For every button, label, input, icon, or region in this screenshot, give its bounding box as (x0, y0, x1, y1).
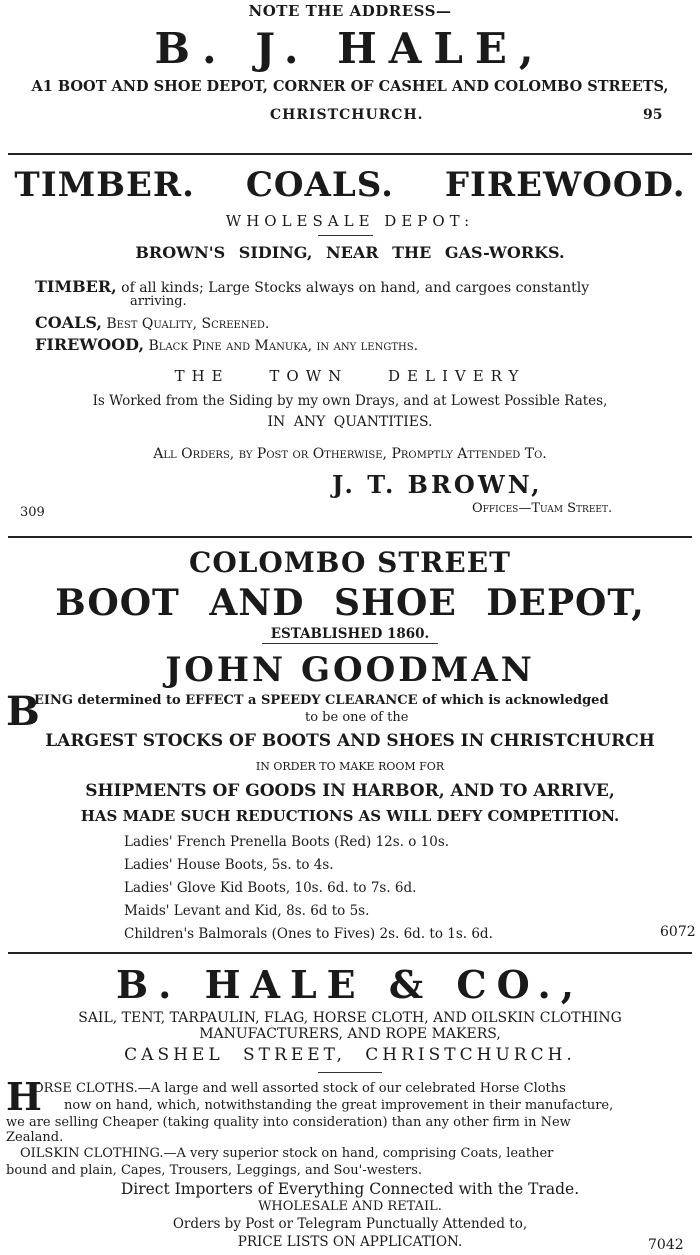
divider (318, 235, 373, 236)
brown-offices: Offices—Tuam Street. (472, 501, 613, 516)
being-determined: EING determined to EFFECT a SPEEDY CLEARANCE of which is acknowledged (34, 693, 609, 708)
established: ESTABLISHED 1860. (270, 626, 430, 642)
divider (318, 1072, 382, 1073)
trades-line-1: SAIL, TENT, TARPAULIN, FLAG, HORSE CLOTH, AND OILSKIN CLOTHING (78, 1010, 622, 1026)
wholesale-depot: WHOLESALE DEPOT: (225, 212, 475, 230)
hale-name: B. J. HALE, (154, 24, 546, 73)
horse-cloths-1: ORSE CLOTHS.—A large and well assorted stock of our celebrated Horse Cloths (33, 1081, 566, 1096)
divider (262, 643, 438, 644)
firewood-text: Black Pine and Manuka, in any lengths. (148, 338, 419, 354)
oilskin-2: bound and plain, Capes, Trousers, Leggings, and Sou'-westers. (6, 1163, 423, 1178)
timber-line (35, 277, 589, 296)
horse-cloths-4: Zealand. (6, 1130, 64, 1145)
hale-co-ad (0, 954, 700, 1254)
in-order: IN ORDER TO MAKE ROOM FOR (255, 760, 445, 773)
brown-timber-ad (0, 155, 700, 525)
town-delivery: THE TOWN DELIVERY (174, 367, 526, 385)
price-item: Maids' Levant and Kid, 8s. 6d to 5s. (124, 903, 370, 919)
reductions: HAS MADE SUCH REDUCTIONS AS WILL DEFY COMPETITION. (80, 807, 620, 825)
timber-headline: TIMBER. COALS. FIREWOOD. (14, 165, 686, 205)
price-item: Ladies' House Boots, 5s. to 4s. (124, 857, 334, 873)
note-address: NOTE THE ADDRESS— (248, 2, 452, 20)
hale-city: CHRISTCHURCH. (270, 107, 424, 123)
goodman-boot-ad (0, 538, 700, 942)
colombo-street: COLOMBO STREET (189, 546, 511, 579)
dropcap-b: B (6, 688, 40, 735)
oilskin-1: OILSKIN CLOTHING.—A very superior stock on hand, comprising Coats, leather (20, 1146, 554, 1161)
timber-text: of all kinds; Large Stocks always on hand, and cargoes constantly (121, 280, 590, 296)
hale-header-ad (0, 0, 700, 135)
hale-co-ref: 7042 (648, 1237, 684, 1253)
brown-ref: 309 (20, 505, 45, 520)
timber-cont: arriving. (130, 294, 187, 309)
coals-line (35, 313, 269, 332)
horse-cloths-3: we are selling Cheaper (taking quality into consideration) than any other firm in New (6, 1115, 571, 1130)
shipments: SHIPMENTS OF GOODS IN HARBOR, AND TO ARRIVE, (85, 781, 615, 801)
jt-brown-signature: J. T. BROWN, (332, 470, 543, 499)
coals-text: Best Quality, Screened. (106, 316, 270, 332)
price-item: Ladies' French Prenella Boots (Red) 12s. o 10s. (124, 834, 450, 850)
orders-by-post: Orders by Post or Telegram Punctually Attended to, (172, 1216, 528, 1232)
largest-stocks: LARGEST STOCKS OF BOOTS AND SHOES IN CHRISTCHURCH (45, 731, 655, 751)
price-item: Ladies' Glove Kid Boots, 10s. 6d. to 7s. 6d. (124, 880, 417, 896)
hale-ref: 95 (643, 107, 663, 123)
dropcap-h: H (6, 1074, 42, 1119)
firewood-line (35, 335, 418, 354)
timber-label: TIMBER, (35, 277, 117, 296)
goodman-ref: 6072 (660, 924, 696, 940)
john-goodman: JOHN GOODMAN (165, 650, 535, 690)
coals-label: COALS, (35, 313, 102, 332)
worked-from-siding: Is Worked from the Siding by my own Drays, and at Lowest Possible Rates, (92, 393, 608, 409)
cashel-street: CASHEL STREET, CHRISTCHURCH. (124, 1045, 576, 1065)
boot-shoe-title: BOOT AND SHOE DEPOT, (55, 582, 645, 624)
direct-importers: Direct Importers of Everything Connected with the Trade. (120, 1180, 580, 1198)
hale-address-line: A1 BOOT AND SHOE DEPOT, CORNER OF CASHEL AND COLOMBO STREETS, (31, 78, 669, 95)
horse-cloths-2: now on hand, which, notwithstanding the great improvement in their manufacture, (64, 1098, 614, 1113)
any-quantities: IN ANY QUANTITIES. (267, 414, 433, 430)
firewood-label: FIREWOOD, (35, 335, 145, 354)
price-lists: PRICE LISTS ON APPLICATION. (237, 1234, 463, 1250)
all-orders: All Orders, by Post or Otherwise, Promptly Attended To. (153, 446, 547, 462)
being-cont: to be one of the (305, 710, 409, 725)
trades-line-2: MANUFACTURERS, AND ROPE MAKERS, (199, 1026, 501, 1042)
wholesale-retail: WHOLESALE AND RETAIL. (258, 1199, 442, 1214)
browns-siding: BROWN'S SIDING, NEAR THE GAS-WORKS. (135, 243, 565, 262)
price-item: Children's Balmorals (Ones to Fives) 2s. 6d. to 1s. 6d. (124, 926, 493, 942)
hale-co-name: B. HALE & CO., (116, 962, 584, 1007)
